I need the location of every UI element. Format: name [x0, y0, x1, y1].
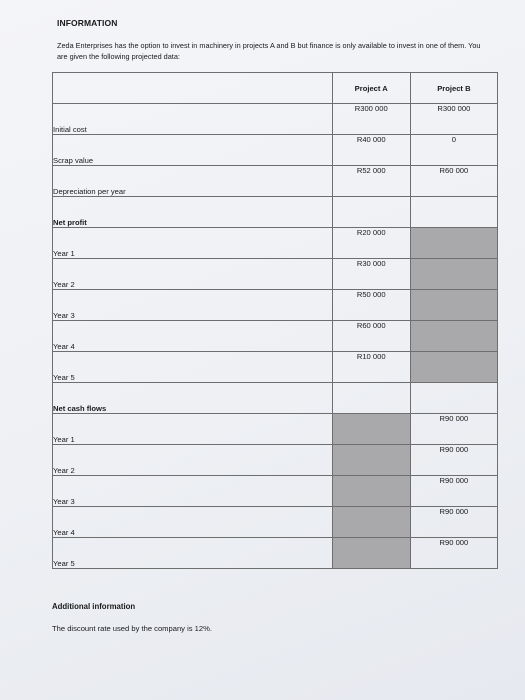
- table-row: [53, 414, 498, 445]
- empty-cell: [410, 383, 497, 414]
- table-row: [53, 135, 498, 166]
- project-a-value: R60 000: [332, 321, 410, 352]
- row-label: Initial cost: [53, 104, 333, 135]
- table-row: [53, 538, 498, 569]
- header-label-cell: [53, 73, 333, 104]
- row-label: Depreciation per year: [53, 166, 333, 197]
- table-row: [53, 228, 498, 259]
- shaded-cell: [410, 290, 497, 321]
- row-label: Year 3: [53, 290, 333, 321]
- table-row: [53, 166, 498, 197]
- shaded-cell: [332, 414, 410, 445]
- project-b-value: 0: [410, 135, 497, 166]
- project-a-value: R50 000: [332, 290, 410, 321]
- row-label: Year 1: [53, 228, 333, 259]
- project-a-value: R20 000: [332, 228, 410, 259]
- table-row: [53, 259, 498, 290]
- table-row: [53, 104, 498, 135]
- shaded-cell: [332, 445, 410, 476]
- empty-cell: [410, 197, 497, 228]
- shaded-cell: [410, 352, 497, 383]
- shaded-cell: [410, 228, 497, 259]
- row-label: Year 2: [53, 259, 333, 290]
- project-a-value: R300 000: [332, 104, 410, 135]
- row-label: Year 3: [53, 476, 333, 507]
- table-row: [53, 321, 498, 352]
- project-b-value: R90 000: [410, 538, 497, 569]
- project-b-value: R60 000: [410, 166, 497, 197]
- row-label: Year 2: [53, 445, 333, 476]
- header-project-a: Project A: [332, 73, 410, 104]
- row-label: Year 4: [53, 507, 333, 538]
- project-a-value: R52 000: [332, 166, 410, 197]
- empty-cell: [332, 383, 410, 414]
- section-row-net-profit: [53, 197, 498, 228]
- row-label: Year 5: [53, 538, 333, 569]
- table-row: [53, 476, 498, 507]
- row-label: Year 1: [53, 414, 333, 445]
- page-heading: INFORMATION: [57, 18, 118, 28]
- project-b-value: R300 000: [410, 104, 497, 135]
- shaded-cell: [410, 259, 497, 290]
- shaded-cell: [332, 507, 410, 538]
- project-b-value: R90 000: [410, 476, 497, 507]
- project-b-value: R90 000: [410, 414, 497, 445]
- project-a-value: R40 000: [332, 135, 410, 166]
- shaded-cell: [332, 476, 410, 507]
- table-row: [53, 352, 498, 383]
- discount-rate-text: The discount rate used by the company is 12%.: [52, 624, 212, 633]
- project-b-value: R90 000: [410, 507, 497, 538]
- section-row-net-cash-flows: [53, 383, 498, 414]
- table-header-row: [53, 73, 498, 104]
- project-a-value: R10 000: [332, 352, 410, 383]
- row-label: Scrap value: [53, 135, 333, 166]
- projected-data-table: [52, 72, 498, 569]
- table-row: [53, 290, 498, 321]
- row-label: Year 4: [53, 321, 333, 352]
- empty-cell: [332, 197, 410, 228]
- section-label: Net profit: [53, 197, 333, 228]
- section-label: Net cash flows: [53, 383, 333, 414]
- intro-paragraph: Zeda Enterprises has the option to invest in machinery in projects A and B but finance is only available to invest in one of them. You are given the following projected data:: [57, 41, 481, 61]
- header-project-b: Project B: [410, 73, 497, 104]
- additional-info-title: Additional information: [52, 602, 136, 611]
- project-b-value: R90 000: [410, 445, 497, 476]
- project-a-value: R30 000: [332, 259, 410, 290]
- shaded-cell: [410, 321, 497, 352]
- table-row: [53, 507, 498, 538]
- row-label: Year 5: [53, 352, 333, 383]
- shaded-cell: [332, 538, 410, 569]
- table-row: [53, 445, 498, 476]
